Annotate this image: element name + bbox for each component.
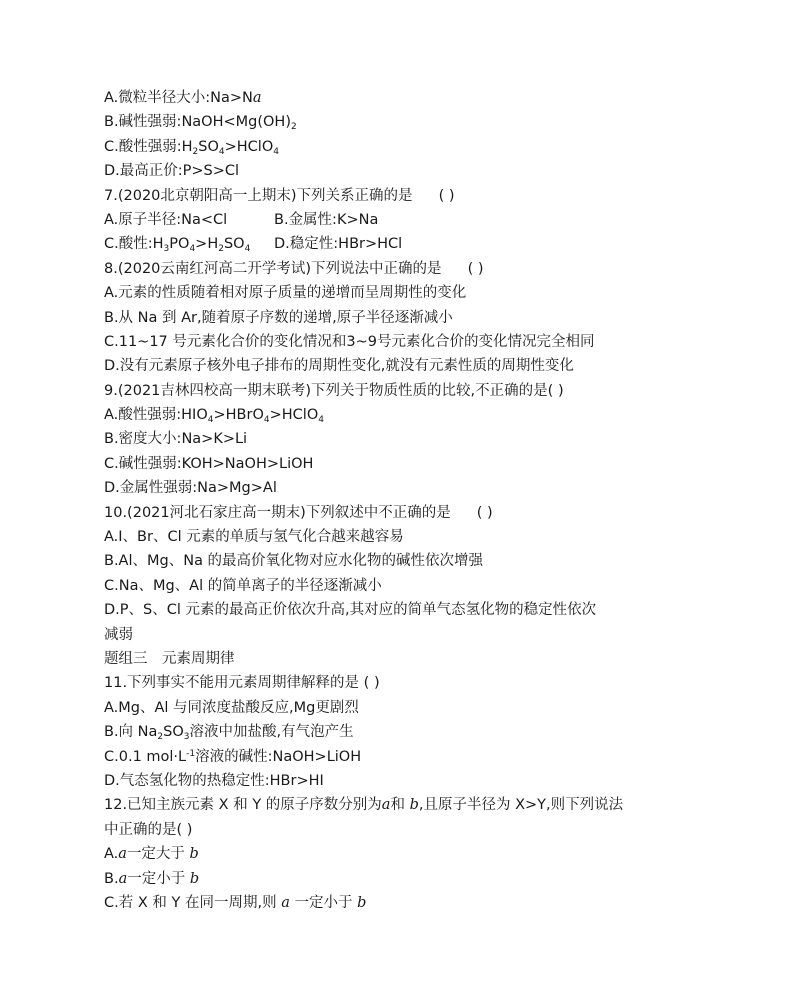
q12-option-a: A.a一定大于 b — [104, 846, 199, 863]
q7-options-ab: A.原子半径:Na<Cl B.金属性:K>Na — [104, 211, 379, 228]
q10-option-d: D.P、S、Cl 元素的最高正价依次升高,其对应的简单气态氢化物的稳定性依次 — [104, 602, 597, 619]
document-page — [104, 86, 744, 915]
q12-stem-cont: 中正确的是( ) — [104, 821, 193, 838]
answer-paren: ( ) — [438, 187, 455, 204]
q12-option-c: C.若 X 和 Y 在同一周期,则 a 一定小于 b — [104, 894, 367, 911]
q8-option-d: D.没有元素原子核外电子排布的周期性变化,就没有元素性质的周期性变化 — [104, 358, 574, 375]
q9-option-a: A.酸性强弱$:HIO_4>HBrO_4>HClO_4$ — [104, 407, 324, 426]
q8-option-a: A.元素的性质随着相对原子质量的递增而呈周期性的变化 — [104, 285, 467, 302]
q7-stem: 7.(2020北京朝阳高一上期末)下列关系正确的是 ( ) — [104, 187, 455, 204]
q11-stem: 11.下列事实不能用元素周期律解释的是 ( ) — [104, 675, 380, 692]
q9-option-b: B.密度大小:Na>K>Li — [104, 431, 248, 448]
q11-option-a: A.Mg、Al 与同浓度盐酸反应,Mg更剧烈 — [104, 699, 359, 716]
answer-paren: ( ) — [547, 382, 564, 399]
q11-option-d: D.气态氢化物的热稳定性:HBr>HI — [104, 772, 324, 789]
q12-option-b: B.a一定小于 b — [104, 870, 200, 887]
q6-option-a: A.微粒半径大小:Na>Na — [104, 90, 262, 106]
q6-option-d: D.最高正价:P>S>Cl — [104, 163, 240, 180]
q11-option-c: C.0.1 $mol\cdot L^{-1}$溶液的碱性:NaOH>LiOH — [104, 748, 362, 765]
answer-paren: ( ) — [363, 675, 380, 692]
q8-stem: 8.(2020云南红河高二开学考试)下列说法中正确的是 ( ) — [104, 260, 484, 277]
q10-option-b: B.Al、Mg、Na 的最高价氧化物对应水化物的碱性依次增强 — [104, 553, 484, 570]
q10-stem: 10.(2021河北石家庄高一期末)下列叙述中不正确的是 ( ) — [104, 504, 493, 521]
q11-option-b: B.向 $Na_2SO_3$溶液中加盐酸,有气泡产生 — [104, 724, 354, 743]
answer-paren: ( ) — [176, 821, 193, 838]
group-heading: 题组三 元素周期律 — [104, 650, 235, 667]
q9-option-c: C.碱性强弱:KOH>NaOH>LiOH — [104, 455, 314, 472]
answer-paren: ( ) — [476, 504, 493, 521]
q10-option-a: A.I、Br、Cl 元素的单质与氢气化合越来越容易 — [104, 529, 404, 546]
q7-options-cd: C.酸性$:H_3PO_4>H_2SO_4$ D.稳定性:HBr>HCl — [104, 236, 403, 255]
q8-option-c: C.11~17 号元素化合价的变化情况和3~9号元素化合价的变化情况完全相同 — [104, 333, 595, 350]
answer-paren: ( ) — [467, 260, 484, 277]
q9-option-d: D.金属性强弱:Na>Mg>Al — [104, 480, 277, 497]
q9-stem: 9.(2021吉林四校高一期末联考)下列关于物质性质的比较,不正确的是( ) — [104, 382, 564, 399]
q10-option-c: C.Na、Mg、Al 的简单离子的半径逐渐减小 — [104, 577, 382, 594]
q8-option-b: B.从 Na 到 Ar,随着原子序数的递增,原子半径逐渐减小 — [104, 309, 453, 326]
q6-option-c: C.酸性强弱$:H_2SO_4>HClO_4$ — [104, 138, 279, 157]
q6-option-b: B.碱性强弱$:NaOH<Mg(OH)_2$ — [104, 114, 297, 133]
q10-option-d-cont: 减弱 — [104, 626, 133, 643]
q12-stem: 12.已知主族元素 X 和 Y 的原子序数分别为a和 b,且原子半径为 X>Y,则下列说法 — [104, 797, 624, 814]
